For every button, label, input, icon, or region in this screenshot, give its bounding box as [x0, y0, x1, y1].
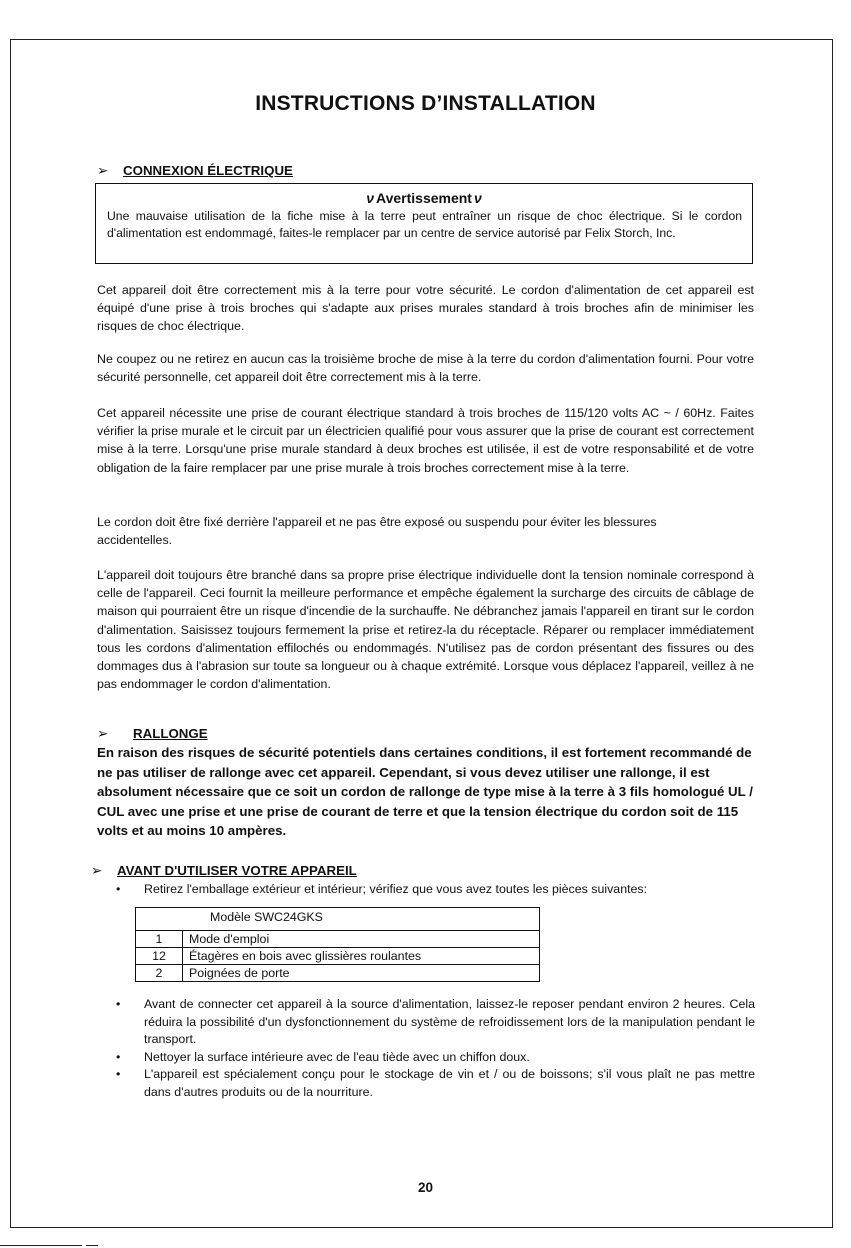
section-heading-electrical: ➢ CONNEXION ÉLECTRIQUE: [97, 163, 293, 178]
paragraph-grounding: Cet appareil doit être correctement mis à la terre pour votre sécurité. Le cordon d'alimentation de cet appareil est équipé d'une prise à trois broches qui s'adapte aux prises murales standard à trois broches afin de minimiser les risques de choc électrique.: [97, 283, 754, 334]
arrow-bullet-icon: ➢: [97, 726, 109, 741]
table-row: [136, 948, 540, 965]
page-number: 20: [417, 1180, 434, 1195]
paragraph-extension-cord: En raison des risques de sécurité potentiels dans certaines conditions, il est fortement recommandé de ne pas utiliser de rallonge avec cet appareil. Cependant, si vous devez utiliser une rallonge, il est absolument nécessaire que ce soit un cordon de rallonge de type mise à la terre à 3 fils homologué UL / CUL avec une prise et une prise de courant de terre et que la tension électrique du cordon soit de 115 volts et au moins 10 ampères.: [97, 745, 753, 839]
electric-bolt-icon: ν: [473, 190, 482, 206]
electric-bolt-icon: ν: [366, 190, 374, 206]
list-item: • Retirez l'emballage extérieur et intérieur; vérifiez que vous avez toutes les pièces suivantes:: [116, 881, 755, 899]
table-header-row: [136, 908, 540, 931]
paragraph-dedicated-outlet: L'appareil doit toujours être branché dans sa propre prise électrique individuelle dont la tension nominale correspond à celle de l'appareil. Ceci fournit la meilleure performance et empêche également la surcharge des circuits de câblage de maison qui pourraient être un risque d'incendie de la surchauffe. Ne débranchez jamais l'appareil en tirant sur le cordon d'alimentation. Saisissez toujours fermement la prise et retirez-la du réceptacle. Réparer ou remplacer immédiatement tous les cordons d'alimentation effilochés ou endommagés. N'utilisez pas de cordon présentant des fissures ou des dommages dus à l'abrasion sur toute sa longueur ou à chaque extrémité. Lorsque vous déplacez l'appareil, veillez à ne pas endommager le cordon d'alimentation.: [97, 568, 754, 692]
item-cell: Poignées de porte: [183, 965, 540, 982]
bullet-icon: •: [116, 1049, 121, 1064]
list-item: • Avant de connecter cet appareil à la source d'alimentation, laissez-le reposer pendant environ 2 heures. Cela réduira la possibilité d'un dysfonctionnement du système de refroidissement lors de la manipulation pendant le transport.: [116, 997, 755, 1047]
list-item: • L'appareil est spécialement conçu pour le stockage de vin et / ou de boissons; s'il vous plaît ne pas mettre dans d'autres produits ou de la nourriture.: [116, 1067, 755, 1099]
paragraph-outlet-requirements: Cet appareil nécessite une prise de courant électrique standard à trois broches de 115/120 volts AC ~ / 60Hz. Faites vérifier la prise murale et le circuit par un électricien qualifié pour vous assurer que la prise de courant est correctement mise à la terre. Lorsqu'une prise murale standard à deux broches est utilisée, il est de votre responsabilité et de votre obligation de la faire remplacer par une prise murale à trois broches correctement mise à la terre.: [97, 406, 754, 475]
warning-title: ν Avertissement ν: [366, 190, 482, 206]
page-title: INSTRUCTIONS D’INSTALLATION: [255, 92, 596, 115]
arrow-bullet-icon: ➢: [91, 863, 103, 878]
item-cell: Étagères en bois avec glissières roulantes: [183, 948, 540, 965]
qty-cell: 1: [136, 931, 183, 948]
list-item: • Nettoyer la surface intérieure avec de l'eau tiède avec un chiffon doux.: [116, 1049, 755, 1067]
arrow-bullet-icon: ➢: [97, 163, 109, 178]
bullet-icon: •: [116, 997, 121, 1011]
parts-table: [135, 907, 540, 982]
bullet-icon: •: [116, 882, 121, 896]
item-cell: Mode d'emploi: [183, 931, 540, 948]
paragraph-cord-placement: Le cordon doit être fixé derrière l'appareil et ne pas être exposé ou suspendu pour éviter les blessures accidentelles.: [97, 515, 657, 548]
bullet-icon: •: [116, 1067, 121, 1082]
footer-divider: [0, 1245, 82, 1246]
table-row: [136, 931, 540, 948]
bullet-list-before-use-2: [116, 996, 755, 1102]
warning-text: Une mauvaise utilisation de la fiche mise à la terre peut entraîner un risque de choc électrique. Si le cordon d'alimentation est endommagé, faites-le remplacer par un centre de service autorisé par Felix Storch, Inc.: [107, 209, 742, 240]
bullet-list-before-use-1: [116, 881, 755, 899]
paragraph-third-prong: Ne coupez ou ne retirez en aucun cas la troisième broche de mise à la terre du cordon d'alimentation fourni. Pour votre sécurité personnelle, cet appareil doit être correctement mis à la terre.: [97, 352, 754, 385]
model-cell: Modèle SWC24GKS: [136, 908, 540, 931]
footer-divider: [86, 1245, 98, 1246]
table-row: [136, 965, 540, 982]
section-heading-extension: ➢ RALLONGE: [97, 726, 208, 741]
qty-cell: 2: [136, 965, 183, 982]
qty-cell: 12: [136, 948, 183, 965]
warning-box: [95, 183, 753, 264]
section-heading-before-use: ➢ AVANT D'UTILISER VOTRE APPAREIL: [91, 863, 357, 878]
